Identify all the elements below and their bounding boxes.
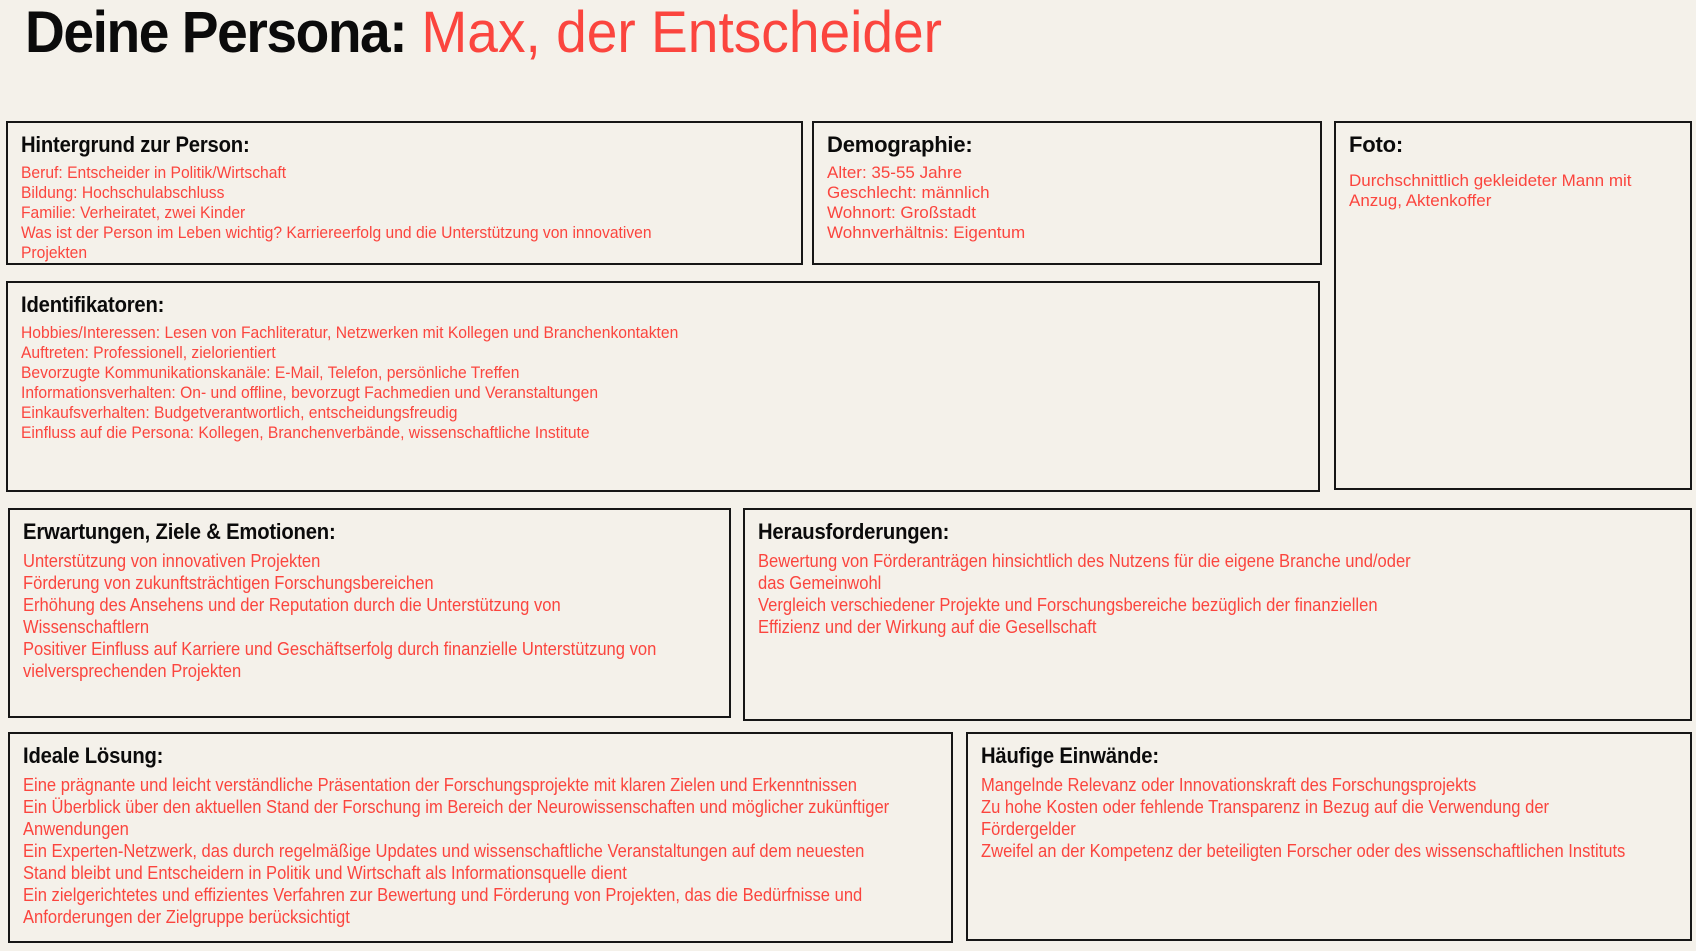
section-ideale-loesung-heading: Ideale Lösung: xyxy=(23,743,164,768)
body-line: Anwendungen xyxy=(23,819,129,839)
body-line: Auftreten: Professionell, zielorientiert xyxy=(21,343,276,362)
body-line: Erhöhung des Ansehens und der Reputation durch die Unterstützung von xyxy=(23,595,561,615)
section-demographie-body xyxy=(827,163,1307,243)
section-erwartungen-heading: Erwartungen, Ziele & Emotionen: xyxy=(23,519,336,544)
body-line: Ein zielgerichtetes und effizientes Verfahren zur Bewertung und Förderung von Projekten, das die Bedürfnisse und xyxy=(23,885,863,905)
body-line: Beruf: Entscheider in Politik/Wirtschaft xyxy=(21,163,287,182)
body-line: Bewertung von Förderanträgen hinsichtlich des Nutzens für die eigene Branche und/oder xyxy=(758,551,1411,571)
section-hintergrund-body xyxy=(21,163,727,263)
body-line: Was ist der Person im Leben wichtig? Karriereerfolg und die Unterstützung von innovativen xyxy=(21,223,652,242)
body-line: Unterstützung von innovativen Projekten xyxy=(23,551,321,571)
section-erwartungen xyxy=(8,508,731,718)
body-line: Wohnort: Großstadt xyxy=(827,203,976,222)
section-demographie xyxy=(812,121,1322,265)
body-line: Hobbies/Interessen: Lesen von Fachliteratur, Netzwerken mit Kollegen und Branchenkontakten xyxy=(21,323,679,342)
section-haeufige-einwaende-heading: Häufige Einwände: xyxy=(981,743,1159,768)
section-herausforderungen-body xyxy=(758,550,1603,638)
body-line: Projekten xyxy=(21,243,88,262)
section-erwartungen-body xyxy=(23,550,661,682)
section-hintergrund xyxy=(6,121,803,265)
body-line: Informationsverhalten: On- und offline, bevorzugt Fachmedien und Veranstaltungen xyxy=(21,383,599,402)
body-line: vielversprechenden Projekten xyxy=(23,661,242,681)
body-line: Stand bleibt und Entscheidern in Politik und Wirtschaft als Informationsquelle dient xyxy=(23,863,627,883)
body-line: Bevorzugte Kommunikationskanäle: E-Mail, Telefon, persönliche Treffen xyxy=(21,363,520,382)
body-line: Positiver Einfluss auf Karriere und Geschäftserfolg durch finanzielle Unterstützung von xyxy=(23,639,657,659)
body-line: das Gemeinwohl xyxy=(758,573,882,593)
persona-name: Max, der Entscheider xyxy=(421,0,943,65)
section-identifikatoren-body xyxy=(21,323,1202,443)
section-identifikatoren xyxy=(6,281,1320,492)
body-line: Alter: 35-55 Jahre xyxy=(827,163,963,182)
body-line: Ein Überblick über den aktuellen Stand der Forschung im Bereich der Neurowissenschaften und möglicher zukünftiger xyxy=(23,797,890,817)
body-line: Effizienz und der Wirkung auf die Gesellschaft xyxy=(758,617,1097,637)
body-line: Ein Experten-Netzwerk, das durch regelmäßige Updates und wissenschaftliche Veranstaltungen auf dem neuesten xyxy=(23,841,865,861)
body-line: Förderung von zukunftsträchtigen Forschungsbereichen xyxy=(23,573,434,593)
section-ideale-loesung xyxy=(8,732,953,943)
section-ideale-loesung-body xyxy=(23,774,890,928)
page-title-label: Deine Persona: xyxy=(25,0,407,65)
page-title xyxy=(25,0,942,66)
section-herausforderungen xyxy=(743,508,1692,721)
body-line: Bildung: Hochschulabschluss xyxy=(21,183,225,202)
section-foto xyxy=(1334,121,1692,490)
body-line: Anzug, Aktenkoffer xyxy=(1349,191,1492,210)
body-line: Mangelnde Relevanz oder Innovationskraft des Forschungsprojekts xyxy=(981,775,1477,795)
body-line: Zweifel an der Kompetenz der beteiligten Forscher oder des wissenschaftlichen Instituts xyxy=(981,841,1626,861)
section-identifikatoren-heading: Identifikatoren: xyxy=(21,292,165,317)
body-line: Anforderungen der Zielgruppe berücksichtigt xyxy=(23,907,350,927)
section-demographie-heading: Demographie: xyxy=(827,132,973,157)
section-herausforderungen-heading: Herausforderungen: xyxy=(758,519,950,544)
body-line: Eine prägnante und leicht verständliche Präsentation der Forschungsprojekte mit klaren Zielen und Erkenntnissen xyxy=(23,775,858,795)
body-line: Fördergelder xyxy=(981,819,1076,839)
section-haeufige-einwaende-body xyxy=(981,774,1626,862)
section-haeufige-einwaende xyxy=(966,732,1692,941)
body-line: Zu hohe Kosten oder fehlende Transparenz in Bezug auf die Verwendung der xyxy=(981,797,1550,817)
body-line: Einkaufsverhalten: Budgetverantwortlich, entscheidungsfreudig xyxy=(21,403,458,422)
body-line: Geschlecht: männlich xyxy=(827,183,990,202)
body-line: Einfluss auf die Persona: Kollegen, Branchenverbände, wissenschaftliche Institute xyxy=(21,423,590,442)
body-line: Vergleich verschiedener Projekte und Forschungsbereiche bezüglich der finanziellen xyxy=(758,595,1378,615)
section-foto-heading: Foto: xyxy=(1349,132,1403,157)
section-hintergrund-heading: Hintergrund zur Person: xyxy=(21,132,250,157)
body-line: Wissenschaftlern xyxy=(23,617,150,637)
body-line: Durchschnittlich gekleideter Mann mit xyxy=(1349,171,1632,190)
body-line: Familie: Verheiratet, zwei Kinder xyxy=(21,203,246,222)
section-foto-body xyxy=(1349,171,1677,211)
body-line: Wohnverhältnis: Eigentum xyxy=(827,223,1026,242)
